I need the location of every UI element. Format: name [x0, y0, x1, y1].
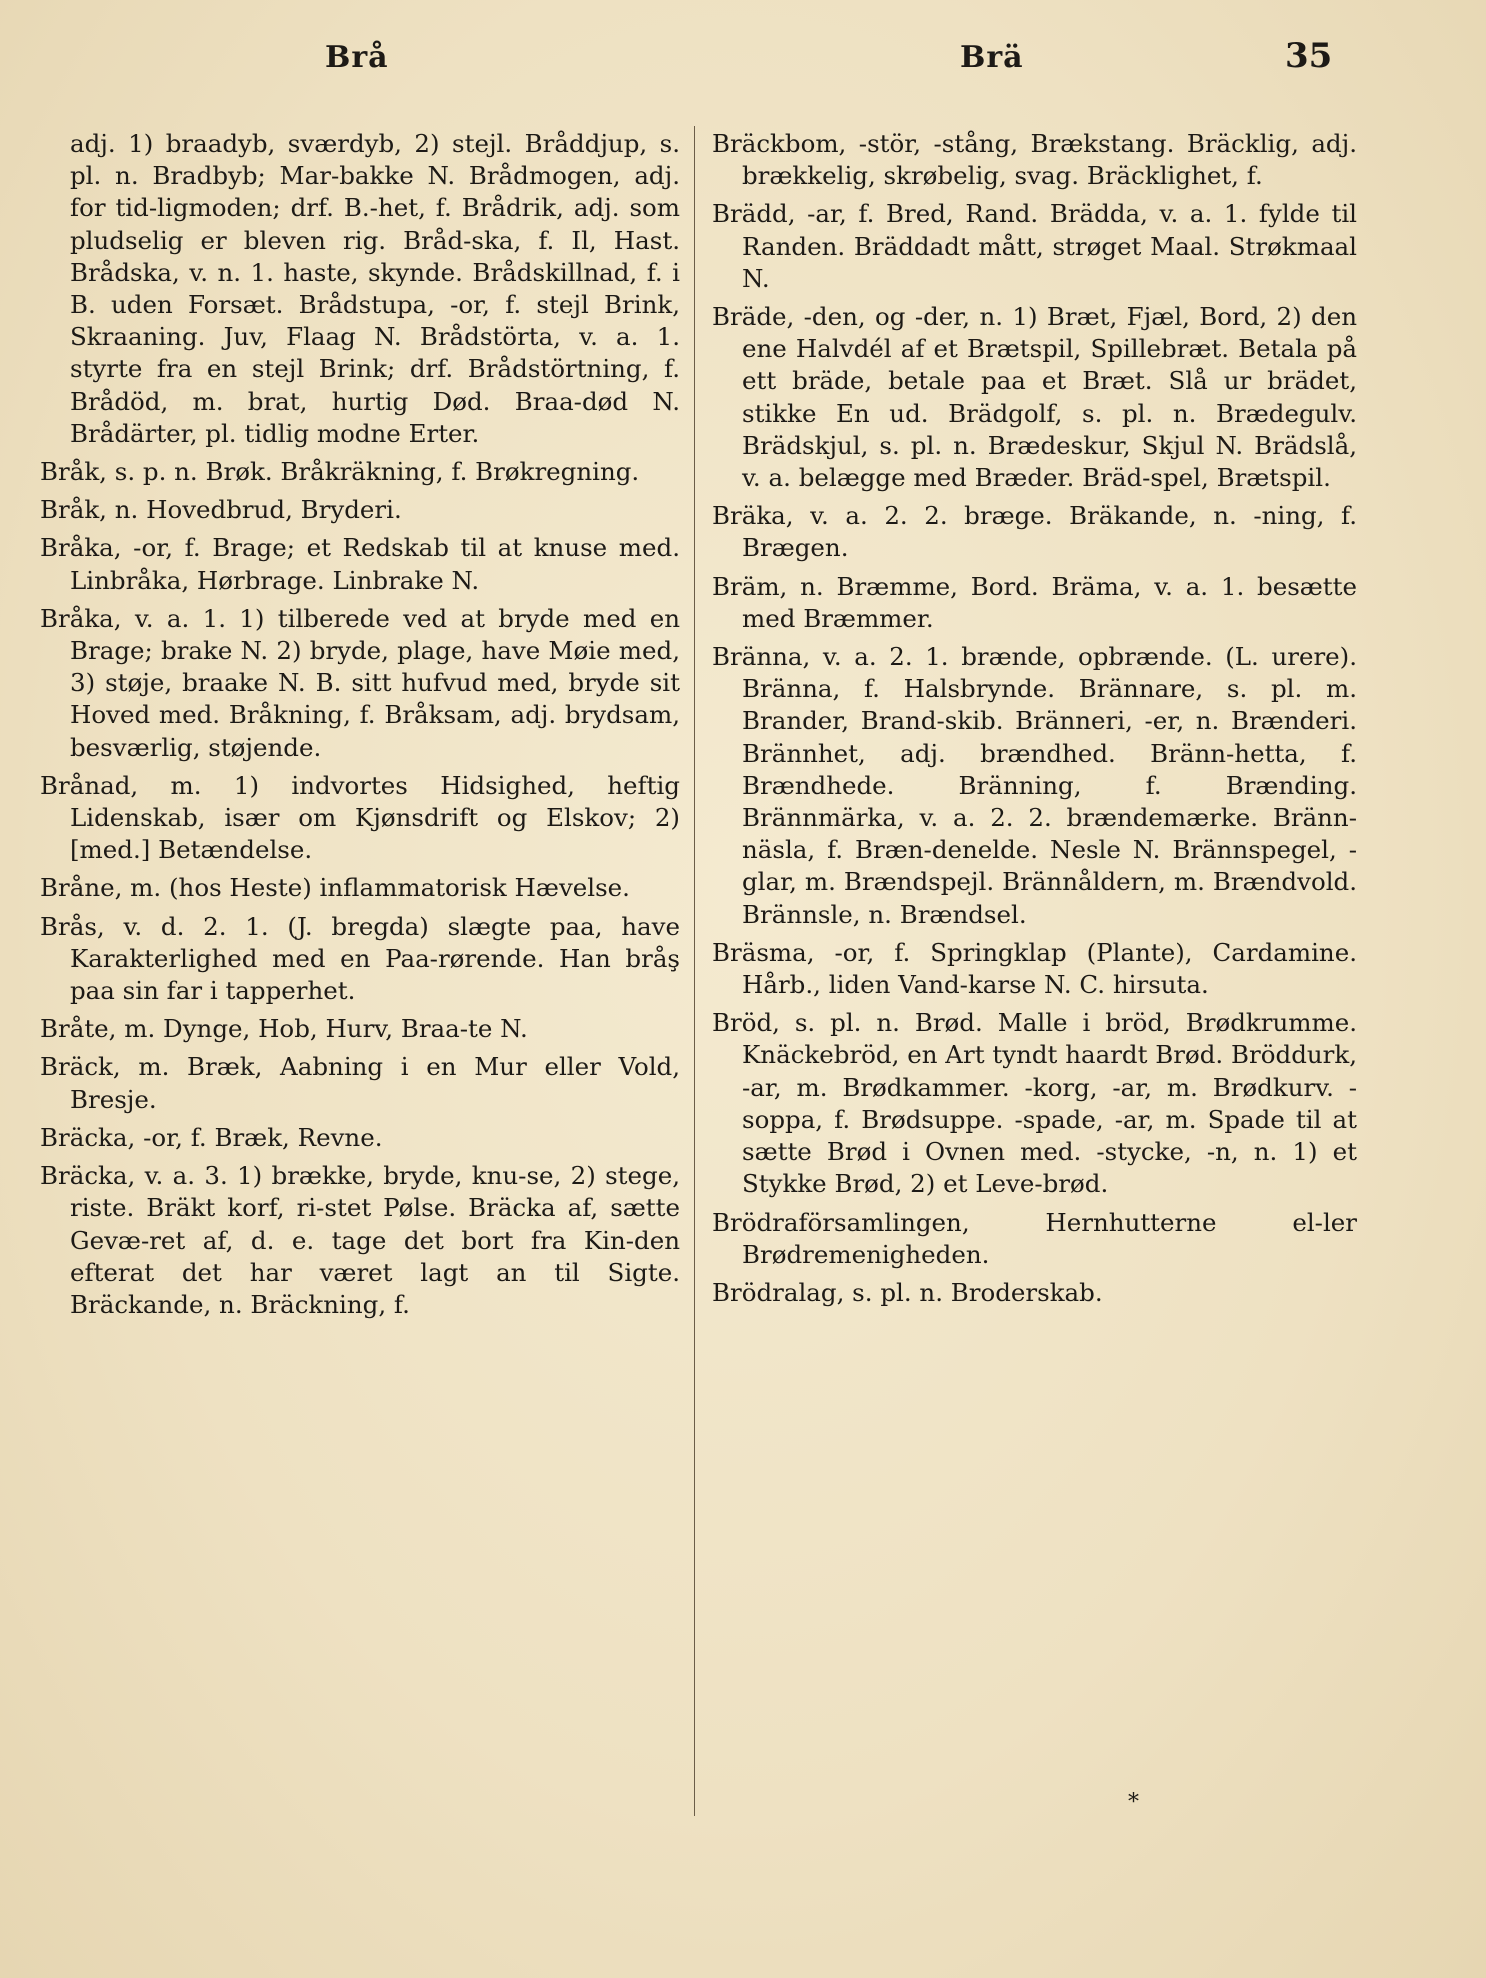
dictionary-entry: Bråka, -or, f. Brage; et Redskab til at knuse med. Linbråka, Hørbrage. Linbrake N.: [40, 533, 680, 595]
dictionary-entry: Bröd, s. pl. n. Brød. Malle i bröd, Brødkrumme. Knäckebröd, en Art tyndt haardt Brød. Bröddurk, -ar, m. Brødkammer. -korg, -ar, m. Brødkurv. -soppa, f. Brødsuppe. -spade, -ar, m. Spade til at sætte Brød i Ovnen med. -stycke, -n, n. 1) et Stykke Brød, 2) et Leve-brød.: [712, 1008, 1357, 1199]
dictionary-entry: Bräsma, -or, f. Springklap (Plante), Cardamine. Hårb., liden Vand-karse N. C. hirsuta.: [712, 937, 1357, 1000]
left-running-head: Brå: [325, 40, 389, 75]
right-column: [712, 128, 1357, 1315]
dictionary-entry: Bråka, v. a. 1. 1) tilberede ved at bryde med en Brage; brake N. 2) bryde, plage, have Møie med, 3) støje, braake N. B. sitt hufvud med, bryde sit Hoved med. Bråkning, f. Bråksam, adj. brydsam, besværlig, støjende.: [40, 603, 680, 762]
dictionary-entry: Brädd, -ar, f. Bred, Rand. Brädda, v. a. 1. fylde til Randen. Bräddadt mått, strøget Maal. Strøkmaal N.: [712, 199, 1357, 293]
dictionary-entry: Bräm, n. Bræmme, Bord. Bräma, v. a. 1. besætte med Bræmmer.: [712, 571, 1357, 633]
dictionary-entry: Bräcka, v. a. 3. 1) brække, bryde, knu-se, 2) stege, riste. Bräkt korf, ri-stet Pølse. Bräcka af, sætte Gevæ-ret af, d. e. tage det bort fra Kin-den efterat det har været lagt an til Sigte. Bräckande, n. Bräckning, f.: [40, 1161, 680, 1319]
dictionary-entry: Bränna, v. a. 2. 1. brænde, opbrænde. (L. urere). Bränna, f. Halsbrynde. Brännare, s. pl. m. Brander, Brand-skib. Bränneri, -er, n. Brænderi. Brännhet, adj. brændhed. Bränn-hetta, f. Brændhede. Bränning, f. Brænding. Brännmärka, v. a. 2. 2. brændemærke. Bränn-näsla, f. Bræn-denelde. Nesle N. Brännspegel, -glar, m. Brændspejl. Brännåldern, m. Brændvold. Brännsle, n. Brændsel.: [712, 642, 1357, 929]
right-running-head: Brä: [960, 40, 1024, 75]
dictionary-entry: Bräka, v. a. 2. 2. bræge. Bräkande, n. -ning, f. Brægen.: [712, 501, 1357, 563]
column-divider: [694, 126, 695, 1816]
dictionary-entry: Bråk, s. p. n. Brøk. Bråkräkning, f. Brøkregning.: [40, 457, 640, 487]
dictionary-entry: Brödraförsamlingen, Hernhutterne el-ler Brødremenigheden.: [712, 1207, 1357, 1269]
dictionary-entry: Brås, v. d. 2. 1. (J. bregda) slægte paa, have Karakterlighed med en Paa-rørende. Han bråş paa sin far i tapperhet.: [40, 911, 680, 1006]
signature-mark: *: [1128, 1790, 1139, 1815]
dictionary-entry: adj. 1) braadyb, sværdyb, 2) stejl. Bråddjup, s. pl. n. Bradbyb; Mar-bakke N. Brådmogen, adj. for tid-ligmoden; drf. B.-het, f. Brådrik, adj. som pludselig er bleven rig. Bråd-ska, f. Il, Hast. Brådska, v. n. 1. haste, skynde. Brådskillnad, f. i B. uden Forsæt. Brådstupa, -or, f. stejl Brink, Skraaning. Juv, Flaag N. Brådstörta, v. a. 1. styrte fra en stejl Brink; drf. Brådstörtning, f. Brådöd, m. brat, hurtig Død. Braa-død N. Brådärter, pl. tidlig modne Erter.: [70, 129, 680, 448]
dictionary-entry: Brånad, m. 1) indvortes Hidsighed, heftig Lidenskab, især om Kjønsdrift og Elskov; 2) [med.] Betændelse.: [40, 770, 680, 865]
dictionary-entry: Brödralag, s. pl. n. Broderskab.: [712, 1277, 1103, 1307]
dictionary-entry: Bräcka, -or, f. Bræk, Revne.: [40, 1122, 383, 1152]
dictionary-entry: Bråk, n. Hovedbrud, Bryderi.: [40, 495, 402, 525]
page-number: 35: [1285, 36, 1333, 76]
dictionary-entry: Bräde, -den, og -der, n. 1) Bræt, Fjæl, Bord, 2) den ene Halvdél af et Brætspil, Spillebræt. Betala på ett bräde, betale paa et Bræt. Slå ur brädet, stikke En ud. Brädgolf, s. pl. n. Brædegulv. Brädskjul, s. pl. n. Brædeskur, Skjul N. Brädslå, v. a. belægge med Bræder. Bräd-spel, Brætspil.: [712, 302, 1357, 493]
dictionary-entry: Bräck, m. Bræk, Aabning i en Mur eller Vold, Bresje.: [40, 1052, 680, 1114]
dictionary-entry: Bråne, m. (hos Heste) inflammatorisk Hævelse.: [40, 873, 630, 903]
left-column: [40, 128, 680, 1327]
dictionary-entry: Bräckbom, -stör, -stång, Brækstang. Bräcklig, adj. brækkelig, skrøbelig, svag. Bräcklighet, f.: [712, 129, 1357, 191]
dictionary-entry: Bråte, m. Dynge, Hob, Hurv, Braa-te N.: [40, 1014, 528, 1044]
